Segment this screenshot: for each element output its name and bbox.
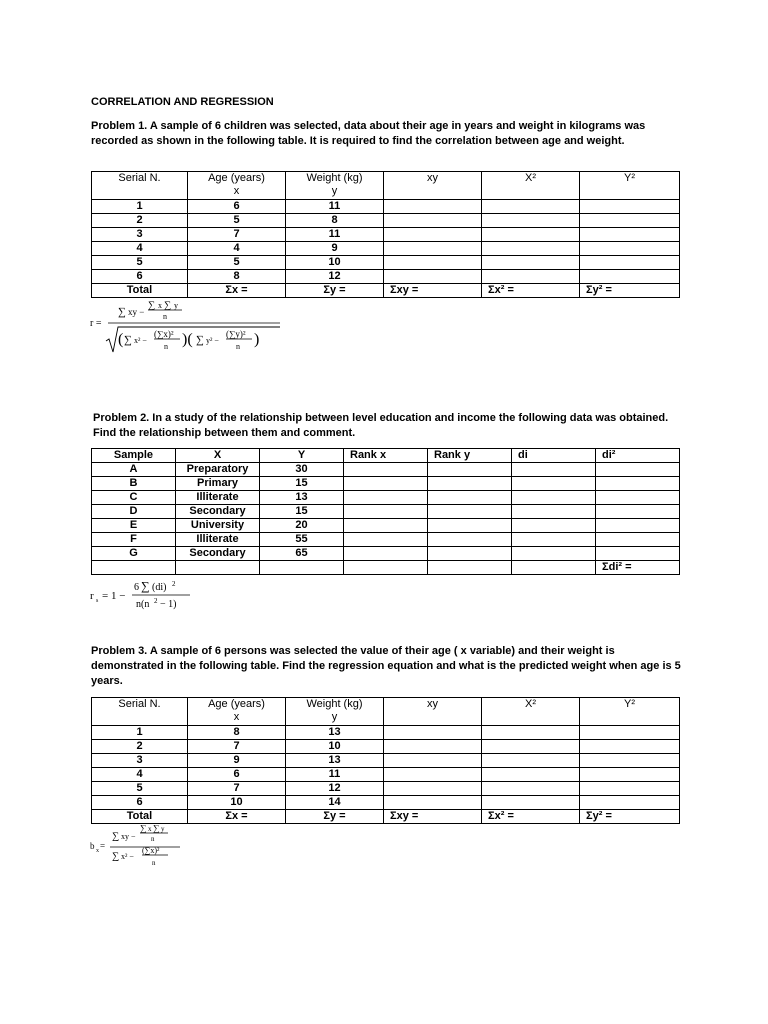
table-cell: 6 [188, 200, 286, 214]
svg-text:2: 2 [172, 580, 176, 588]
svg-text:n: n [152, 859, 156, 867]
table-cell: D [92, 505, 176, 519]
spearman-rank-formula [88, 578, 208, 619]
problem-2-text: Problem 2. In a study of the relationship between level education and income the following data was obtained. Find the relationship between them and comment. [93, 412, 669, 439]
table-cell-empty [260, 561, 344, 575]
svg-text:∑: ∑ [141, 579, 150, 593]
problem-1-table-body [92, 172, 680, 298]
table-cell: 10 [286, 256, 384, 270]
table-cell: 10 [286, 740, 384, 754]
total-row [92, 284, 680, 298]
table-cell-empty [344, 547, 428, 561]
svg-text:x² −: x² − [134, 336, 147, 345]
column-header: Sample [92, 449, 176, 463]
svg-text:(∑x)²: (∑x)² [154, 329, 174, 339]
table-cell-empty [344, 519, 428, 533]
table-cell: 12 [286, 270, 384, 284]
column-header [188, 698, 286, 726]
table-cell: 3 [92, 754, 188, 768]
column-header [580, 698, 680, 726]
table-cell-empty [580, 740, 680, 754]
table-cell: 1 [92, 200, 188, 214]
column-header: Rank y [428, 449, 512, 463]
table-cell-empty [384, 200, 482, 214]
table-cell-empty [482, 726, 580, 740]
svg-text:n: n [236, 342, 240, 351]
sum-cell: Σx² = [482, 810, 580, 824]
table-row [92, 214, 680, 228]
column-header-label: Y² [624, 698, 635, 710]
table-cell: E [92, 519, 176, 533]
table-cell-empty [482, 256, 580, 270]
sum-cell: Σxy = [384, 810, 482, 824]
table-cell-empty [512, 547, 596, 561]
table-cell-empty [384, 228, 482, 242]
table-cell: 8 [188, 270, 286, 284]
svg-text:∑: ∑ [124, 334, 132, 346]
table-row [92, 463, 680, 477]
table-cell-empty [580, 214, 680, 228]
table-cell: 65 [260, 547, 344, 561]
total-row [92, 561, 680, 575]
table-cell: 14 [286, 796, 384, 810]
table-cell-empty [428, 477, 512, 491]
table-cell-empty [596, 463, 680, 477]
column-header [384, 172, 482, 200]
table-cell-empty [482, 782, 580, 796]
table-cell: 1 [92, 726, 188, 740]
table-cell: 13 [286, 726, 384, 740]
table-cell: 15 [260, 477, 344, 491]
column-header [482, 698, 580, 726]
table-row [92, 726, 680, 740]
table-cell: 9 [188, 754, 286, 768]
svg-text:(di): (di) [152, 582, 167, 593]
table-cell-empty [344, 505, 428, 519]
table-cell: C [92, 491, 176, 505]
total-label: Total [92, 284, 188, 298]
svg-text:r: r [90, 590, 94, 602]
column-header [188, 172, 286, 200]
svg-text:(∑y)²: (∑y)² [226, 329, 246, 339]
table-cell-empty [580, 200, 680, 214]
table-cell-empty [580, 754, 680, 768]
column-header [580, 172, 680, 200]
table-cell-empty [482, 796, 580, 810]
svg-text:r =: r = [90, 318, 102, 329]
problem-1-table [91, 171, 680, 298]
table-cell: 7 [188, 740, 286, 754]
table-row [92, 796, 680, 810]
sum-cell: Σy = [286, 810, 384, 824]
column-header-label: Weight (kg) [306, 698, 363, 710]
table-cell-empty [384, 270, 482, 284]
table-cell-empty [596, 533, 680, 547]
table-cell: 7 [188, 228, 286, 242]
column-header-label: Serial N. [118, 698, 161, 710]
svg-text:=: = [100, 841, 106, 851]
table-cell: 20 [260, 519, 344, 533]
svg-text:n: n [151, 835, 155, 843]
table-cell: 6 [188, 768, 286, 782]
table-cell-empty [384, 726, 482, 740]
problem-1-text: Problem 1. A sample of 6 children was selected, data about their age in years and weight in kilograms was recorded as shown in the following table. It is required to find the correlation between age and weight. [91, 120, 646, 147]
pearson-correlation-formula [88, 297, 288, 364]
total-label: Total [92, 810, 188, 824]
svg-text:x: x [96, 848, 99, 854]
table-cell-empty [482, 242, 580, 256]
table-cell: Secondary [176, 505, 260, 519]
svg-text:n: n [163, 312, 167, 321]
table-cell-empty [344, 463, 428, 477]
svg-text:∑: ∑ [148, 300, 156, 311]
svg-text:): ) [254, 331, 260, 348]
table-row [92, 547, 680, 561]
table-cell: Secondary [176, 547, 260, 561]
column-header: Rank x [344, 449, 428, 463]
table-cell: 8 [286, 214, 384, 228]
table-cell: Illiterate [176, 533, 260, 547]
table-cell-empty [580, 270, 680, 284]
table-row [92, 256, 680, 270]
table-cell: 6 [92, 796, 188, 810]
table-cell-empty [344, 533, 428, 547]
table-cell-empty [344, 491, 428, 505]
table-cell-empty [512, 505, 596, 519]
svg-text:∑: ∑ [118, 306, 126, 318]
svg-text:∑: ∑ [153, 823, 160, 833]
table-cell: 12 [286, 782, 384, 796]
svg-text:= 1 −: = 1 − [102, 590, 126, 602]
table-row [92, 242, 680, 256]
table-cell: 4 [92, 242, 188, 256]
table-cell: 5 [188, 214, 286, 228]
table-cell-empty [384, 754, 482, 768]
table-row [92, 200, 680, 214]
column-header-label: Serial N. [118, 172, 161, 184]
problem-2-table [91, 448, 680, 575]
table-cell: 15 [260, 505, 344, 519]
table-cell: 2 [92, 740, 188, 754]
svg-text:x² −: x² − [121, 852, 134, 861]
column-header-label: Weight (kg) [306, 172, 363, 184]
table-cell-empty [92, 561, 176, 575]
table-cell: 13 [260, 491, 344, 505]
table-cell-empty [428, 519, 512, 533]
svg-text:xy −: xy − [121, 832, 136, 841]
table-row [92, 754, 680, 768]
table-cell-empty [482, 214, 580, 228]
page-title: CORRELATION AND REGRESSION [91, 96, 274, 108]
table-cell-empty [482, 768, 580, 782]
table-row [92, 505, 680, 519]
table-row [92, 228, 680, 242]
table-cell-empty [384, 214, 482, 228]
column-header-label: xy [427, 698, 438, 710]
sum-cell: Σxy = [384, 284, 482, 298]
table-cell-empty [596, 491, 680, 505]
svg-text:(∑x)²: (∑x)² [142, 846, 160, 855]
column-header [286, 698, 384, 726]
table-cell: A [92, 463, 176, 477]
table-cell-empty [580, 768, 680, 782]
svg-text:(: ( [118, 331, 124, 348]
table-cell-empty [580, 256, 680, 270]
column-header-label: Age (years) [208, 172, 265, 184]
column-header: Y [260, 449, 344, 463]
table-header-row [92, 172, 680, 200]
table-cell: Preparatory [176, 463, 260, 477]
table-cell: 6 [92, 270, 188, 284]
table-cell-empty [512, 561, 596, 575]
table-cell-empty [428, 491, 512, 505]
column-header [92, 172, 188, 200]
svg-text:)(: )( [182, 331, 193, 348]
table-row [92, 270, 680, 284]
table-row [92, 768, 680, 782]
sum-cell: Σdi² = [596, 561, 680, 575]
svg-text:x: x [158, 301, 162, 310]
table-header-row [92, 698, 680, 726]
svg-text:n(n: n(n [136, 599, 150, 610]
svg-text:y² −: y² − [206, 336, 219, 345]
table-cell-empty [580, 228, 680, 242]
sum-cell: Σx = [188, 810, 286, 824]
table-cell: G [92, 547, 176, 561]
table-cell-empty [428, 505, 512, 519]
table-cell-empty [580, 782, 680, 796]
column-header-variable: x [233, 185, 240, 197]
table-cell: 11 [286, 228, 384, 242]
svg-text:∑: ∑ [112, 851, 120, 862]
column-header-variable: x [233, 711, 240, 723]
table-cell-empty [596, 547, 680, 561]
column-header [286, 172, 384, 200]
table-cell: 11 [286, 768, 384, 782]
table-cell: 5 [188, 256, 286, 270]
svg-text:∑: ∑ [164, 300, 172, 311]
sum-cell: Σy² = [580, 284, 680, 298]
svg-text:∑: ∑ [140, 823, 147, 833]
sum-cell: Σx = [188, 284, 286, 298]
table-cell-empty [428, 561, 512, 575]
sum-cell: Σy² = [580, 810, 680, 824]
table-cell: 2 [92, 214, 188, 228]
column-header-label: Y² [624, 172, 635, 184]
table-cell: 30 [260, 463, 344, 477]
table-cell-empty [580, 796, 680, 810]
table-cell: University [176, 519, 260, 533]
svg-text:x: x [148, 825, 152, 833]
svg-text:xy −: xy − [128, 307, 145, 317]
table-cell-empty [384, 242, 482, 256]
table-cell-empty [512, 491, 596, 505]
table-cell-empty [428, 463, 512, 477]
table-cell: F [92, 533, 176, 547]
svg-text:s: s [96, 598, 99, 604]
sum-cell: Σy = [286, 284, 384, 298]
table-cell-empty [384, 796, 482, 810]
column-header-label: Age (years) [208, 698, 265, 710]
svg-text:− 1): − 1) [160, 599, 177, 610]
table-cell-empty [512, 519, 596, 533]
table-cell-empty [482, 200, 580, 214]
table-cell-empty [482, 754, 580, 768]
table-row [92, 519, 680, 533]
table-cell: Primary [176, 477, 260, 491]
table-cell-empty [482, 270, 580, 284]
table-cell-empty [344, 561, 428, 575]
table-cell-empty [344, 477, 428, 491]
regression-slope-formula [88, 822, 198, 877]
problem-2-table-body [92, 449, 680, 575]
column-header: di [512, 449, 596, 463]
svg-text:6: 6 [134, 582, 139, 593]
column-header: X [176, 449, 260, 463]
table-cell: B [92, 477, 176, 491]
column-header [92, 698, 188, 726]
table-row [92, 782, 680, 796]
table-cell-empty [384, 782, 482, 796]
svg-text:y: y [174, 301, 178, 310]
table-cell: 10 [188, 796, 286, 810]
table-cell-empty [384, 740, 482, 754]
svg-text:2: 2 [154, 597, 158, 605]
table-row [92, 740, 680, 754]
svg-text:b: b [90, 841, 95, 851]
table-cell: 55 [260, 533, 344, 547]
table-row [92, 491, 680, 505]
column-header-variable: y [331, 711, 338, 723]
table-cell-empty [512, 463, 596, 477]
table-cell: 11 [286, 200, 384, 214]
table-header-row [92, 449, 680, 463]
problem-3-table [91, 697, 680, 824]
table-cell: 7 [188, 782, 286, 796]
table-cell-empty [512, 533, 596, 547]
problem-3-text: Problem 3. A sample of 6 persons was selected the value of their age ( x variable) and their weight is demonstrated in the following table. Find the regression equation and what is the predicted weight when age is 5 years. [91, 645, 681, 687]
column-header [384, 698, 482, 726]
table-cell: 3 [92, 228, 188, 242]
problem-3-table-body [92, 698, 680, 824]
table-cell: 4 [92, 768, 188, 782]
table-cell: 5 [92, 782, 188, 796]
table-cell-empty [384, 256, 482, 270]
table-cell: 5 [92, 256, 188, 270]
table-row [92, 533, 680, 547]
svg-text:∑: ∑ [112, 831, 120, 842]
table-cell-empty [482, 228, 580, 242]
svg-text:∑: ∑ [196, 334, 204, 346]
column-header-label: xy [427, 172, 438, 184]
table-cell-empty [176, 561, 260, 575]
table-cell-empty [596, 477, 680, 491]
column-header-variable: y [331, 185, 338, 197]
table-cell-empty [428, 547, 512, 561]
table-cell-empty [512, 477, 596, 491]
table-cell-empty [580, 726, 680, 740]
table-cell-empty [428, 533, 512, 547]
table-cell: 8 [188, 726, 286, 740]
table-cell-empty [580, 242, 680, 256]
table-cell-empty [596, 519, 680, 533]
table-cell-empty [482, 740, 580, 754]
table-cell: 4 [188, 242, 286, 256]
column-header [482, 172, 580, 200]
table-cell: Illiterate [176, 491, 260, 505]
table-cell-empty [384, 768, 482, 782]
column-header-label: X² [525, 172, 536, 184]
table-cell: 9 [286, 242, 384, 256]
table-cell-empty [596, 505, 680, 519]
table-cell: 13 [286, 754, 384, 768]
table-row [92, 477, 680, 491]
column-header: di² [596, 449, 680, 463]
sum-cell: Σx² = [482, 284, 580, 298]
svg-text:n: n [164, 342, 168, 351]
svg-text:y: y [161, 825, 165, 833]
column-header-label: X² [525, 698, 536, 710]
